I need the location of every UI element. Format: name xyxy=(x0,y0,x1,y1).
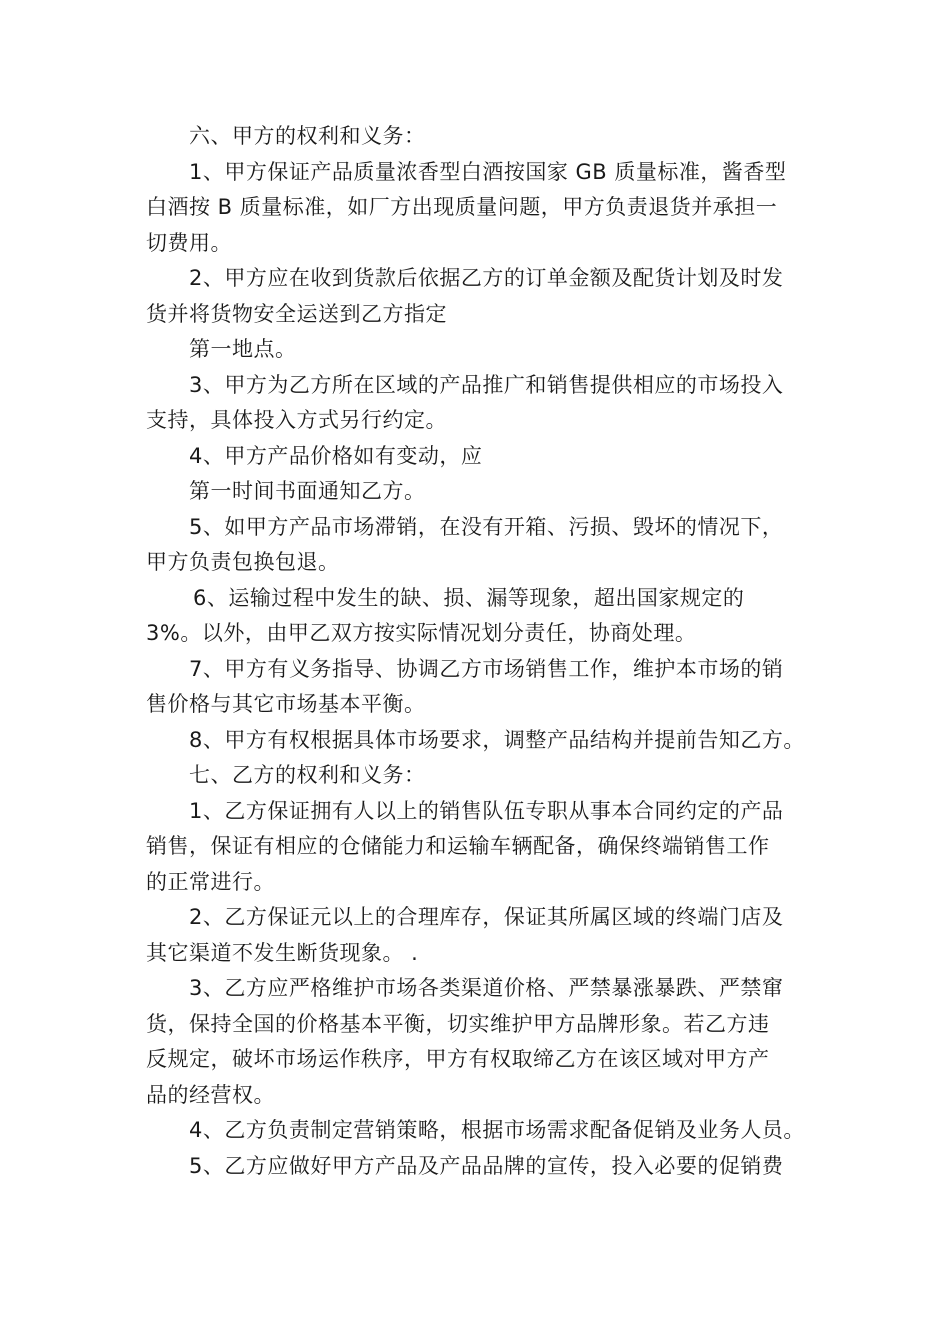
paragraph-line: 1、甲方保证产品质量浓香型白酒按国家 GB 质量标准，酱香型 xyxy=(189,159,787,184)
paragraph-line: 2、甲方应在收到货款后依据乙方的订单金额及配货计划及时发 xyxy=(189,266,784,290)
paragraph-line: 销售，保证有相应的仓储能力和运输车辆配备，确保终端销售工作 xyxy=(146,834,770,858)
paragraph-line: 的正常进行。 xyxy=(146,869,275,894)
paragraph-line: 反规定，破坏市场运作秩序，甲方有权取缔乙方在该区域对甲方产 xyxy=(146,1047,770,1071)
section-heading-party-a: 六、甲方的权利和义务： xyxy=(189,124,426,148)
paragraph-line: 支持，具体投入方式另行约定。 xyxy=(146,408,447,432)
paragraph-line: 2、乙方保证元以上的合理库存，保证其所属区域的终端门店及 xyxy=(189,905,784,929)
paragraph-line: 6、运输过程中发生的缺、损、漏等现象，超出国家规定的 xyxy=(193,585,745,610)
paragraph-line: 货并将货物安全运送到乙方指定 xyxy=(146,301,447,326)
paragraph-line: 5、乙方应做好甲方产品及产品品牌的宣传，投入必要的促销费 xyxy=(189,1153,784,1178)
document-body xyxy=(146,119,814,1184)
paragraph-line: 白酒按 B 质量标准，如厂方出现质量问题，甲方负责退货并承担一 xyxy=(146,195,778,219)
paragraph-line: 其它渠道不发生断货现象。 . xyxy=(146,940,419,965)
paragraph-line: 品的经营权。 xyxy=(146,1082,275,1107)
paragraph-line: 7、甲方有义务指导、协调乙方市场销售工作，维护本市场的销 xyxy=(189,656,784,681)
paragraph-line: 3%。以外，由甲乙双方按实际情况划分责任，协商处理。 xyxy=(146,621,697,645)
paragraph-line: 货，保持全国的价格基本平衡，切实维护甲方品牌形象。若乙方违 xyxy=(146,1011,770,1036)
paragraph-line: 3、甲方为乙方所在区域的产品推广和销售提供相应的市场投入 xyxy=(189,372,784,397)
paragraph-line: 1、乙方保证拥有人以上的销售队伍专职从事本合同约定的产品 xyxy=(189,798,784,823)
paragraph-line: 第一地点。 xyxy=(189,337,297,361)
paragraph-line: 4、甲方产品价格如有变动，应 xyxy=(189,443,483,468)
paragraph-line: 第一时间书面通知乙方。 xyxy=(189,479,426,503)
paragraph-line: 甲方负责包换包退。 xyxy=(146,550,340,574)
paragraph-line: 售价格与其它市场基本平衡。 xyxy=(146,692,426,716)
paragraph-line: 5、如甲方产品市场滞销，在没有开箱、污损、毁坏的情况下， xyxy=(189,514,784,539)
section-heading-party-b: 七、乙方的权利和义务： xyxy=(189,763,426,787)
paragraph-line: 4、乙方负责制定营销策略，根据市场需求配备促销及业务人员。 xyxy=(189,1118,805,1142)
paragraph-line: 3、乙方应严格维护市场各类渠道价格、严禁暴涨暴跌、严禁窜 xyxy=(189,976,784,1000)
paragraph-line: 切费用。 xyxy=(146,230,232,255)
paragraph-line: 8、甲方有权根据具体市场要求，调整产品结构并提前告知乙方。 xyxy=(189,727,805,752)
